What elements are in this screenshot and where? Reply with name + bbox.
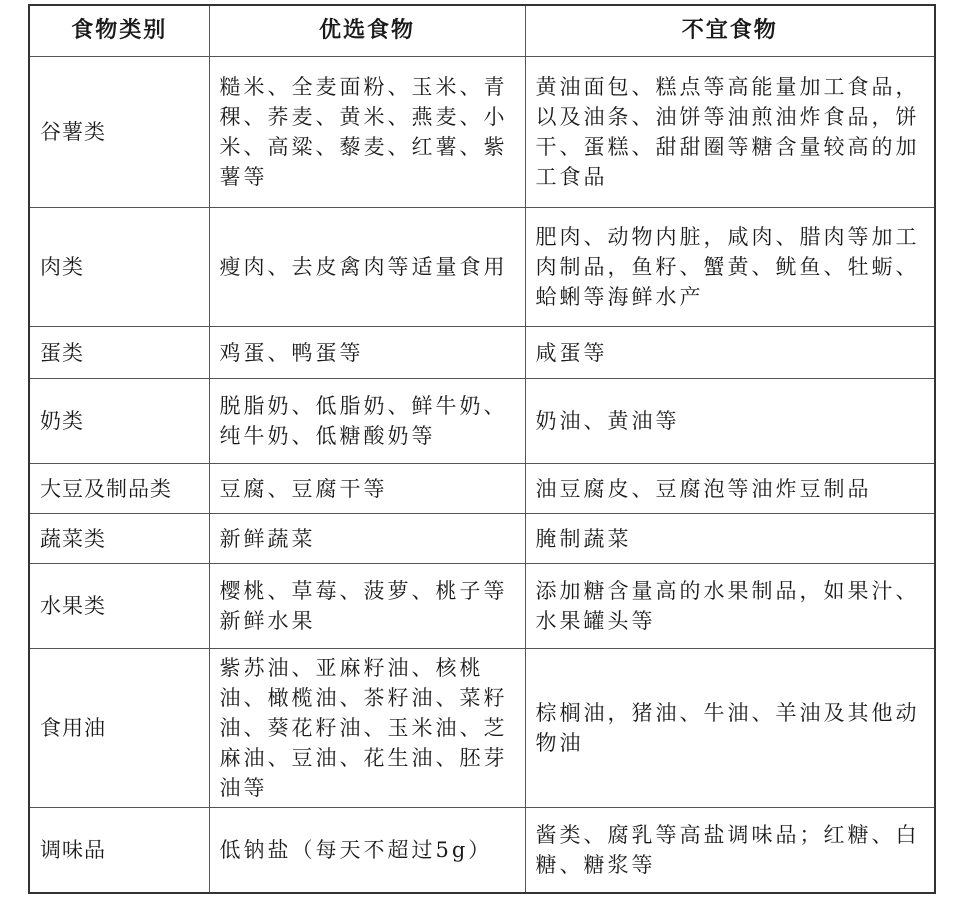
table-row [29, 57, 935, 208]
table-row [29, 564, 935, 649]
preferred-cell: 低钠盐（每天不超过5g） [209, 808, 525, 894]
preferred-cell: 豆腐、豆腐干等 [209, 464, 525, 514]
avoid-cell: 添加糖含量高的水果制品，如果汁、水果罐头等 [525, 564, 935, 649]
preferred-cell: 新鲜蔬菜 [209, 514, 525, 564]
header-row [29, 5, 935, 57]
table-row [29, 464, 935, 514]
header-avoid: 不宜食物 [525, 5, 935, 57]
header-preferred: 优选食物 [209, 5, 525, 57]
category-cell: 水果类 [29, 564, 209, 649]
preferred-cell: 瘦肉、去皮禽肉等适量食用 [209, 208, 525, 327]
avoid-cell: 腌制蔬菜 [525, 514, 935, 564]
category-cell: 调味品 [29, 808, 209, 894]
avoid-cell: 奶油、黄油等 [525, 379, 935, 464]
category-cell: 肉类 [29, 208, 209, 327]
food-recommendation-table [28, 4, 936, 894]
category-cell: 蛋类 [29, 327, 209, 379]
table-row [29, 327, 935, 379]
table-row [29, 208, 935, 327]
preferred-cell: 樱桃、草莓、菠萝、桃子等新鲜水果 [209, 564, 525, 649]
avoid-cell: 肥肉、动物内脏，咸肉、腊肉等加工肉制品，鱼籽、蟹黄、鱿鱼、牡蛎、蛤蜊等海鲜水产 [525, 208, 935, 327]
avoid-cell: 黄油面包、糕点等高能量加工食品，以及油条、油饼等油煎油炸食品，饼干、蛋糕、甜甜圈等糖含量较高的加工食品 [525, 57, 935, 208]
preferred-cell: 紫苏油、亚麻籽油、核桃油、橄榄油、茶籽油、菜籽油、葵花籽油、玉米油、芝麻油、豆油、花生油、胚芽油等 [209, 649, 525, 808]
preferred-cell: 鸡蛋、鸭蛋等 [209, 327, 525, 379]
avoid-cell: 咸蛋等 [525, 327, 935, 379]
category-cell: 食用油 [29, 649, 209, 808]
header-category: 食物类别 [29, 5, 209, 57]
table-row [29, 649, 935, 808]
table-row [29, 379, 935, 464]
preferred-cell: 脱脂奶、低脂奶、鲜牛奶、纯牛奶、低糖酸奶等 [209, 379, 525, 464]
category-cell: 大豆及制品类 [29, 464, 209, 514]
avoid-cell: 酱类、腐乳等高盐调味品；红糖、白糖、糖浆等 [525, 808, 935, 894]
table-row [29, 514, 935, 564]
category-cell: 蔬菜类 [29, 514, 209, 564]
preferred-cell: 糙米、全麦面粉、玉米、青稞、荞麦、黄米、燕麦、小米、高粱、藜麦、红薯、紫薯等 [209, 57, 525, 208]
category-cell: 奶类 [29, 379, 209, 464]
avoid-cell: 油豆腐皮、豆腐泡等油炸豆制品 [525, 464, 935, 514]
category-cell: 谷薯类 [29, 57, 209, 208]
table-row [29, 808, 935, 894]
avoid-cell: 棕榈油，猪油、牛油、羊油及其他动物油 [525, 649, 935, 808]
